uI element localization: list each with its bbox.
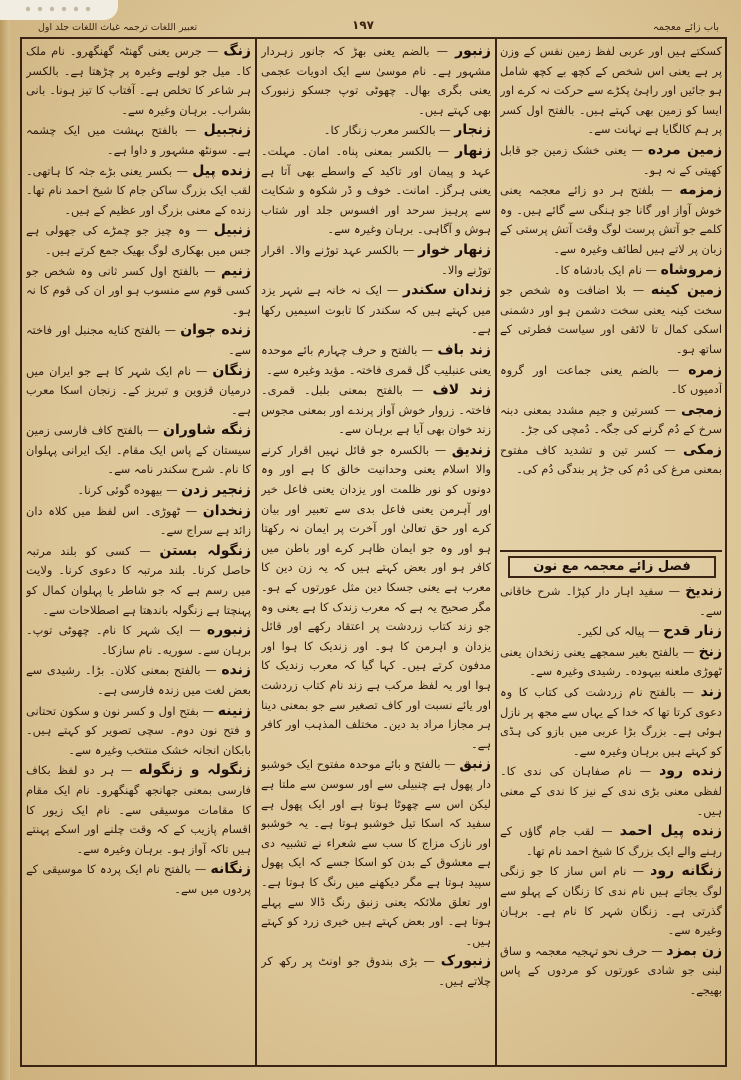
entry-headword: زمره [688, 361, 722, 378]
entry-headword: زنبور [455, 43, 491, 59]
column-right [500, 42, 722, 548]
entry-headword: زنگان [212, 362, 251, 379]
entry-definition: سفید اہار دار کپڑا۔ شرح خاقانی سے۔ [500, 584, 722, 618]
section-divider [500, 550, 722, 552]
entry-headword: زنینه [217, 702, 251, 719]
entry-definition: جرس یعنی گھنٹہ گھنگھرو۔ نام ملک کا۔ میل جو لوہے وغیرہ پر چڑھتا ہے۔ بالکسر ہر شاعر کا تخلص ہے۔ آفتاب کا تیز ہونا۔ بانی بشراب۔ برہان وغیرہ سے۔ [26, 44, 251, 117]
dictionary-entry: زمزمه — بلفتح ہر دو زائے معجمہ یعنی خوش آواز اور گانا جو ہنگی سے گائے ہیں۔ وہ کلمے جو آتش پرست لوگ وقت آتش پرستی کے زبان پر لاتے ہیں لطائف وغیرہ سے۔ [500, 182, 722, 256]
entry-definition: بالفتح اول کسر ثانی وہ شخص جو کسی قوم سے منسوب ہو اور ان کی قوم کا نہ ہو۔ [26, 263, 251, 317]
entry-definition: نام اس ساز کا جو زنگی لوگ بجاتے ہیں نام ندی کا زنگان کے پہلو سے گذرتی ہے۔ زنگان شہر کا نام ہے۔ برہان وغیرہ سے۔ [500, 864, 722, 938]
entry-definition: وہ چیز جو چمڑے کی جھولی ہے جس میں بھکاری لوگ بھیک جمع کرتے ہیں۔ [26, 223, 251, 257]
column-left [26, 42, 251, 1062]
entry-headword: زنار قدح [663, 623, 722, 640]
entry-definition: کسی کو بلند مرتبہ حاصل کرنا۔ بلند مرتبہ کا دعوی کرنا۔ ولایت میں رسم ہے کہ جو شاطر یا پہلوان کمال کو پہنچتا ہے زنگولہ باندھتا ہے اصطلاحات سے۔ [26, 543, 251, 617]
dictionary-entry: زندیق — بالکسرہ جو قائل نہیں اقرار کرنے والا اسلام یعنی وحدانیت خالق کا ہے اور وہ دونوں کو نور ظلمت اور یزدان یعنی فاعل خیر اور آہرمن یعنی فاعل بدی سے تعبیر اور بیان کرے اور حق تعالیٰ اور آخرت پر ایمان نہ رکھتا ہو اور وہ جو ایمان ظاہر کرے اور باطن میں کافر ہو اور بعض کہتے ہیں کہ یہ زن دین کا معرب ہے یعنی جسکا دین مثل عورتوں کے ہو۔ مگر صحیح یہ ہے کہ معرب زندک کا ہے یعنی وہ جو زند کتاب زردشت پر اعتقاد رکھے اور قائل یزدان و اہرمن کا ہو۔ اور زندیک کا ہوا اور مدفون کرتے ہیں۔ کہا گیا کہ معرب زندیک کا ہوا اور یہ لفظ مرکب ہے زند نام کتاب زردشت اور یائے نسبت اور کاف تصغیر سے جو بمعنی دینا ہر مجازا مراد بد دین۔ مختلف المذہب اور کافر ہے۔ [261, 441, 491, 751]
dictionary-entry: زنجیر زدن — بیهوده گوئی کرنا۔ [77, 482, 251, 499]
dictionary-entry: زنگولہ و زنگوله — ہر دو لفظ بکاف فارسی بمعنی جھانجھ گھنگھرو۔ نام ایک مقام کا مقامات موسیقی سے۔ نام ایک زیور کا اقسام پازیب کے کہ وقت چلنے اور اسکے پہنتے ہیں تاکہ آواز ہو۔ برہان وغیرہ سے۔ [26, 762, 251, 856]
entry-definition: بالفتح کاف فارسی زمین سیستان کے پاس ایک مقام۔ ایک ایرانی پہلوان کا نام۔ شرح سکندر نامہ سے۔ [26, 423, 251, 477]
entry-headword: زنگ [223, 43, 251, 59]
entry-definition: بفتح اول و کسر نون و سکون تحتانی و فتح نون دوم۔ سچی تصویر کو کہتے ہیں۔ بابکان انجانہ خشک منتخب وغیرہ سے۔ [26, 703, 251, 757]
entry-definition: بالکسر معرب زنگار کا۔ [323, 123, 436, 138]
entry-definition: بلا اضافت وہ شخص جو سخت کینہ یعنی سخت دشمن ہو اور دشمنی اسکی کمال تا لائقی اور سیاست فطرتی کے ساتھ ہو۔ [500, 283, 722, 356]
entry-definition: نام صفاہان کی ندی کا۔ لفظی معنی بڑی ندی کے نیز کا ندی کے معنی ہیں۔ [500, 764, 722, 818]
running-header-right: باب زائے معجمہ [652, 22, 719, 33]
dictionary-entry: زند لاف — بالفتح بمعنی بلبل۔ قمری۔ فاختہ۔ زروار خوش آواز پرندے اور بمعنی مجوس زند خوان بھی آیا ہے برہان سے۔ [261, 382, 491, 437]
entry-definition: بالضم یعنی جماعت اور گروہ آدمیوں کا۔ [500, 362, 722, 397]
entry-headword: زنگولہ بستن [159, 542, 251, 559]
entry-headword: زمروشاه [660, 261, 722, 278]
entry-definition: بالفتح بہشت میں ایک چشمہ ہے۔ سونٹھ مشہور و داوا ہے۔ [26, 123, 251, 157]
dictionary-entry: زنبور — بالضم یعنی بھڑ کہ جانور زہردار مشہور ہے۔ نام موسیٰ سے ایک ادویات عجمی یعنی بگری بھال۔ چھوٹی توپ جسکو زنبورک بھی کہتے ہیں۔ [261, 43, 491, 117]
running-header-left: تعبیر اللغات ترجمہ غیاث اللغات جلد اول [38, 22, 198, 33]
dictionary-entry: زنبوره — ایک شہر کا نام۔ چھوٹی توپ۔ برہان سے۔ سوریه۔ نام سازکا۔ [26, 622, 251, 657]
entry-headword: زنیم [220, 262, 251, 279]
entry-definition: ہر دو لفظ بکاف فارسی بمعنی جھانجھ گھنگھرو۔ نام ایک مقام کا مقامات موسیقی سے۔ نام ایک زیور کا اقسام پازیب کے کہ وقت چلنے اور اسکے پہنتے ہیں تاکہ آواز ہو۔ برہان وغیرہ سے۔ [26, 763, 251, 856]
entry-headword: زند [700, 683, 722, 700]
entry-definition: بالفتح نام زردشت کی کتاب کا وہ دعوی کرتا تھا کہ خدا کے یہاں سے مجھ پر نازل ہوئی ہے۔ بزرگ بڑا عربی میں بازو کی ہڈی کو کہتے ہیں برہان وغیرہ سے۔ [500, 684, 722, 758]
dictionary-entry: زمین کینه — بلا اضافت وہ شخص جو سخت کینہ یعنی سخت دشمن ہو اور دشمنی اسکی کمال تا لائقی اور سیاست فطرتی کے ساتھ ہو۔ [500, 282, 722, 356]
entry-definition: کسرتین و جیم مشدد بمعنی دبنہ سرخ کے دُم گرنے کی جگہ۔ دُمچی کی جڑ۔ [500, 402, 722, 437]
entry-headword: زنجبیل [203, 122, 251, 139]
entry-headword: زمین کینه [650, 282, 722, 299]
entry-headword: زنده پیل [192, 162, 251, 179]
dictionary-entry: زنده پیل احمد — لقب جام گاؤں کے رہنے والے ایک بزرگ کا شیخ احمد نام تھا۔ [500, 823, 722, 858]
dictionary-entry [500, 42, 722, 140]
entry-definition: بالفتح بمعنی بلبل۔ قمری۔ فاختہ۔ زروار خوش آواز پرندے اور بمعنی مجوس زند خوان بھی آیا ہے برہان سے۔ [261, 383, 491, 437]
entry-definition: بیهوده گوئی کرنا۔ [77, 483, 163, 498]
dictionary-entry: زنخ — بالفتح بغیر سمجھے یعنی زنخدان یعنی ٹھوڑی ملعنه بیہوده۔ رشیدی وغیرہ سے۔ [500, 643, 722, 679]
dictionary-entry: زنگانه — بالفتح نام ایک پردہ کا موسیقی کے پردوں میں سے۔ [26, 861, 251, 896]
entry-definition: بڑی بندوق جو اونٹ پر رکھ کر چلاتے ہیں۔ [261, 954, 491, 988]
entry-headword: زمزمه [679, 182, 722, 199]
entry-headword: زنگانه رود [650, 863, 722, 880]
entry-headword: زنگانه [210, 861, 251, 878]
entry-headword: زنده پیل احمد [619, 823, 722, 840]
entry-definition: ایک نہ خانہ ہے شہر یزد میں کہتے ہیں کہ سکندر کا تابوت اسیمیں رکھا ہے۔ [261, 283, 491, 337]
dictionary-entry: زمین مرده — یعنی خشک زمین جو قابل کھیتی کے نہ ہو۔ [500, 141, 722, 177]
entry-headword: زند باف [437, 341, 491, 358]
entry-headword: زمین مرده [647, 141, 722, 158]
entry-headword: زمجی [681, 401, 722, 418]
column-right-lower [500, 582, 722, 1062]
entry-headword: زنهار خوار [418, 241, 491, 258]
dictionary-entry: زنگانه رود — نام اس ساز کا جو زنگی لوگ بجاتے ہیں نام ندی کا زنگان کے پہلو سے گذرتی ہے۔ زنگان شہر کا نام ہے۔ برہان وغیرہ سے۔ [500, 863, 722, 938]
entry-headword: زنبورک [440, 953, 491, 970]
column-middle [261, 42, 491, 1062]
dictionary-entry: زنبورک — بڑی بندوق جو اونٹ پر رکھ کر چلاتے ہیں۔ [261, 953, 491, 988]
dictionary-entry: زنده جوان — بالفتح کنایه مجنبل اور فاختہ سے۔ [26, 322, 251, 357]
entry-definition: بالفتح کنایه مجنبل اور فاختہ سے۔ [26, 323, 251, 357]
entry-definition: پیالہ کی لکیر۔ [575, 624, 645, 639]
entry-headword: زنبیل [213, 222, 251, 239]
dictionary-entry: زند باف — بالفتح و حرف چہارم بائے موحدہ یعنی عنبلیب گل قمری فاختہ۔ مؤید وغیرہ سے۔ [261, 341, 491, 377]
entry-headword: زنجار [454, 122, 491, 139]
page-edge [0, 0, 10, 1080]
entry-headword: زنخدان [202, 502, 251, 519]
entry-definition: بالفتح و بائے موحدہ مفتوح ایک خوشبو دار پھول ہے چنبیلی سے اور سوسن سے ملتا ہے لیکن اس سے چھوٹا ہوتا ہے اور ایک پھول ہے سفید کہ اسکا تیل خوشبو ہوتا ہے۔ یہ خوشبو اور نازک مزاج کا سب سے شعراء نے تشبیہ دی ہے معشوق کے بدن کو اسکا جسے کہ ایک پھول سپید ہوتا ہے مگر دیکھنے میں رنگ کا ہوتا ہے۔ اور تعلق ملائکہ یعنی زنبق رنگ ڈالا سے پہلے ہوتا ہے۔ اور بعض کہتے ہیں خیری زرد کو کہتے ہیں۔ [261, 757, 491, 948]
dictionary-entry: زنگان — نام ایک شہر کا ہے جو ایران میں درمیان قزوین و تبریز کے۔ زنجان اسکا معرب ہے۔ [26, 362, 251, 417]
entry-definition: حرف نحو تہجیہ معجمہ و ساق لبنی جو شادی عورتوں کو مردوں کے پاس بھیجے۔ [500, 943, 722, 997]
entry-definition: ایک شہر کا نام۔ چھوٹی توپ۔ برہان سے۔ سوریه۔ نام سازکا۔ [26, 623, 251, 657]
dictionary-entry: زنار قدح — پیالہ کی لکیر۔ [575, 623, 722, 640]
sticker-pattern [22, 1, 102, 17]
dictionary-entry: زندیخ — سفید اہار دار کپڑا۔ شرح خاقانی سے۔ [500, 583, 722, 618]
dictionary-entry: زنهار — بالکسر بمعنی پناه۔ امان۔ مہلت۔ عہد و پیمان اور تاکید کے واسطے بھی آتا ہے یعنی ہرگز۔ امانت۔ خوف و ڈر شکوہ و شکایت سے پرہیز سرحد اور افسوس جلد اور شتاب ہوش و آگاہی۔ برہان وغیرہ سے۔ [261, 142, 491, 237]
dictionary-entry: زند — بالفتح نام زردشت کی کتاب کا وہ دعوی کرتا تھا کہ خدا کے یہاں سے مجھ پر نازل ہوئی ہے۔ بزرگ بڑا عربی میں بازو کی ہڈی کو کہتے ہیں برہان وغیرہ سے۔ [500, 683, 722, 758]
entry-headword: زنهار [455, 142, 491, 159]
entry-headword: زندان سکندر [403, 282, 491, 299]
entry-definition: بلفتح ہر دو زائے معجمہ یعنی خوش آواز اور گانا جو ہنگی سے گائے ہیں۔ وہ کلمے جو آتش پرست لوگ وقت آتش پرستی کے زبان پر لاتے ہیں لطائف وغیرہ سے۔ [500, 183, 722, 256]
entry-definition: کسکتے ہیں اور عربی لفظ زمین نفس کے وزن پر ہے یعنی اس شخص کے کچھ بے کچھ شامل ہو جائیں اور راہیٔ پکڑے سے حرکت نہ کرے اور ایسا کو زمین بھی کہتے ہیں۔ بالفتح اول کسر پر ہم کالگایا ہے نہانت سے۔ [500, 44, 722, 137]
entry-headword: زنگه شاوران [163, 422, 251, 439]
dictionary-entry: زنده — بالفتح بمعنی کلان۔ بڑا۔ رشیدی سے بعض لغت میں زندہ فارسی ہے۔ [26, 662, 251, 697]
entry-definition: یعنی خشک زمین جو قابل کھیتی کے نہ ہو۔ [500, 142, 722, 177]
dictionary-entry: زمکی — کسر تین و تشدید کاف مفتوح بمعنی مرغ کی دُم کی جڑ پر بندگی دُم کی۔ [500, 441, 722, 477]
entry-headword: زندیق [451, 441, 491, 458]
dictionary-entry: زنجبیل — بالفتح بہشت میں ایک چشمہ ہے۔ سونٹھ مشہور و داوا ہے۔ [26, 122, 251, 157]
entry-definition: بکسر یعنی بڑے جثہ کا ہاتھی۔ لقب ایک بزرگ ساکن جام کا شیخ احمد نام تھا۔ زنده کے معنی بزرگ اور عظیم کے ہیں۔ [26, 163, 251, 217]
dictionary-entry: زنهار خوار — بالکسر عہد توڑنے والا۔ اقرار توڑنے والا۔ [261, 241, 491, 277]
entry-headword: زنخ [698, 643, 722, 660]
dictionary-entry: زنبق — بالفتح و بائے موحدہ مفتوح ایک خوشبو دار پھول ہے چنبیلی سے اور سوسن سے ملتا ہے لیکن اس سے چھوٹا ہوتا ہے اور ایک پھول ہے سفید کہ اسکا تیل خوشبو ہوتا ہے۔ یہ خوشبو اور نازک مزاج کا سب سے شعراء نے تشبیہ دی ہے معشوق کے بدن کو اسکا جسے کہ ایک پھول سپید ہوتا ہے مگر دیکھنے میں رنگ کا ہوتا ہے۔ اور تعلق ملائکہ یعنی زنبق رنگ ڈالا سے پہلے ہوتا ہے۔ اور بعض کہتے ہیں خیری زرد کو کہتے ہیں۔ [261, 756, 491, 948]
entry-definition: نام ایک شہر کا ہے جو ایران میں درمیان قزوین و تبریز کے۔ زنجان اسکا معرب ہے۔ [26, 363, 251, 417]
dictionary-entry: زنبیل — وہ چیز جو چمڑے کی جھولی ہے جس میں بھکاری لوگ بھیک جمع کرتے ہیں۔ [26, 222, 251, 257]
entry-headword: زنده [221, 662, 251, 679]
dictionary-entry: زنینه — بفتح اول و کسر نون و سکون تحتانی و فتح نون دوم۔ سچی تصویر کو کہتے ہیں۔ بابکان انجانہ خشک منتخب وغیرہ سے۔ [26, 702, 251, 757]
column-divider [255, 37, 257, 1067]
entry-definition: بالفتح نام ایک پردہ کا موسیقی کے پردوں میں سے۔ [26, 862, 251, 896]
entry-definition: بالضم یعنی بھڑ کہ جانور زہردار مشہور ہے۔ نام موسیٰ سے ایک ادویات عجمی یعنی بگری بھال۔ چھوٹی توپ جسکو زنبورک بھی کہتے ہیں۔ [261, 44, 491, 117]
entry-definition: بالفتح بمعنی کلان۔ بڑا۔ رشیدی سے بعض لغت میں زندہ فارسی ہے۔ [26, 663, 251, 697]
entry-headword: زندیخ [685, 583, 722, 599]
dictionary-entry: زنده پیل — بکسر یعنی بڑے جثہ کا ہاتھی۔ لقب ایک بزرگ ساکن جام کا شیخ احمد نام تھا۔ زنده کے معنی بزرگ اور عظیم کے ہیں۔ [26, 162, 251, 217]
entry-headword: زمکی [682, 441, 722, 458]
entry-headword: زنده رود [659, 763, 722, 780]
entry-definition: لقب جام گاؤں کے رہنے والے ایک بزرگ کا شیخ احمد نام تھا۔ [500, 824, 722, 858]
dictionary-entry: زمروشاه — نام ایک بادشاہ کا۔ [553, 261, 722, 278]
entry-definition: بالکسر عہد توڑنے والا۔ اقرار توڑنے والا۔ [261, 242, 491, 277]
entry-headword: زنبق [459, 756, 491, 773]
dictionary-entry: زمره — بالضم یعنی جماعت اور گروہ آدمیوں کا۔ [500, 361, 722, 397]
entry-definition: نام ایک بادشاہ کا۔ [553, 262, 642, 277]
dictionary-entry: زن بمزد — حرف نحو تہجیہ معجمہ و ساق لبنی جو شادی عورتوں کو مردوں کے پاس بھیجے۔ [500, 942, 722, 997]
entry-headword: زند لاف [432, 382, 491, 399]
entry-definition: ٹھوڑی۔ اس لفظ میں کلاہ دان زائد ہے سراج سے۔ [26, 503, 251, 538]
entry-definition: بالفتح بغیر سمجھے یعنی زنخدان یعنی ٹھوڑی ملعنه بیہوده۔ رشیدی وغیرہ سے۔ [500, 644, 722, 679]
entry-headword: زنده جوان [180, 322, 251, 339]
entry-definition: بالکسرہ جو قائل نہیں اقرار کرنے والا اسلام یعنی وحدانیت خالق کا ہے اور وہ دونوں کو نور ظلمت اور یزدان یعنی فاعل خیر اور آہرمن یعنی فاعل بدی سے تعبیر اور بیان کرے اور حق تعالیٰ اور آخرت پر ایمان نہ رکھتا ہو اور وہ جو ایمان ظاہر کرے اور باطن میں کافر ہو اور بعض کہتے ہیں کہ یہ زن دین کا معرب ہے یعنی جسکا دین مثل عورتوں کے ہو۔ مگر صحیح یہ ہے کہ معرب زندک کا ہے یعنی وہ جو زند کتاب زردشت پر اعتقاد رکھے اور قائل یزدان و اہرمن کا ہو۔ اور زندیک کا ہوا اور مدفون کرتے ہیں۔ کہا گیا کہ معرب زندیک کا ہوا اور یہ لفظ مرکب ہے زند نام کتاب زردشت اور یائے نسبت اور کاف تصغیر سے جو بمعنی دینا ہر مجازا مراد بد دین۔ مختلف المذہب اور کافر ہے۔ [261, 442, 491, 751]
dictionary-entry: زنجار — بالکسر معرب زنگار کا۔ [323, 122, 491, 139]
entry-definition: بالکسر بمعنی پناه۔ امان۔ مہلت۔ عہد و پیمان اور تاکید کے واسطے بھی آتا ہے یعنی ہرگز۔ امانت۔ خوف و ڈر شکوہ و شکایت سے پرہیز سرحد اور افسوس جلد اور شتاب ہوش و آگاہی۔ برہان وغیرہ سے۔ [261, 143, 491, 237]
entry-headword: زنگولہ و زنگوله [138, 762, 251, 779]
entry-headword: زنبوره [206, 622, 251, 639]
entry-definition: بالفتح و حرف چہارم بائے موحدہ یعنی عنبلیب گل قمری فاختہ۔ مؤید وغیرہ سے۔ [261, 342, 491, 377]
dictionary-entry: زنیم — بالفتح اول کسر ثانی وہ شخص جو کسی قوم سے منسوب ہو اور ان کی قوم کا نہ ہو۔ [26, 262, 251, 317]
section-heading: فصل زائے معجمہ مع نون [508, 556, 716, 578]
entry-definition: کسر تین و تشدید کاف مفتوح بمعنی مرغ کی دُم کی جڑ پر بندگی دُم کی۔ [500, 442, 722, 477]
dictionary-entry: زنگولہ بستن — کسی کو بلند مرتبہ حاصل کرنا۔ بلند مرتبہ کا دعوی کرنا۔ ولایت میں رسم ہے کہ جو شاطر یا پہلوان کمال کو پہنچتا ہے زنگولہ باندھتا ہے اصطلاحات سے۔ [26, 542, 251, 617]
dictionary-entry: زنگه شاوران — بالفتح کاف فارسی زمین سیستان کے پاس ایک مقام۔ ایک ایرانی پہلوان کا نام۔ شرح سکندر نامہ سے۔ [26, 422, 251, 477]
dictionary-entry: زنده رود — نام صفاہان کی ندی کا۔ لفظی معنی بڑی ندی کے نیز کا ندی کے معنی ہیں۔ [500, 763, 722, 818]
dictionary-entry: زندان سکندر — ایک نہ خانہ ہے شہر یزد میں کہتے ہیں کہ سکندر کا تابوت اسیمیں رکھا ہے۔ [261, 282, 491, 337]
dictionary-entry: زنگ — جرس یعنی گھنٹہ گھنگھرو۔ نام ملک کا۔ میل جو لوہے وغیرہ پر چڑھتا ہے۔ بالکسر ہر شاعر کا تخلص ہے۔ آفتاب کا تیز ہونا۔ بانی بشراب۔ برہان وغیرہ سے۔ [26, 43, 251, 117]
library-sticker [0, 0, 118, 20]
column-divider [495, 37, 497, 1067]
entry-headword: زن بمزد [666, 942, 722, 959]
page-number: ۱۹۷ [352, 18, 374, 32]
dictionary-entry: زمجی — کسرتین و جیم مشدد بمعنی دبنہ سرخ کے دُم گرنے کی جگہ۔ دُمچی کی جڑ۔ [500, 401, 722, 437]
dictionary-entry: زنخدان — ٹھوڑی۔ اس لفظ میں کلاہ دان زائد ہے سراج سے۔ [26, 502, 251, 538]
entry-headword: زنجیر زدن [181, 482, 251, 499]
